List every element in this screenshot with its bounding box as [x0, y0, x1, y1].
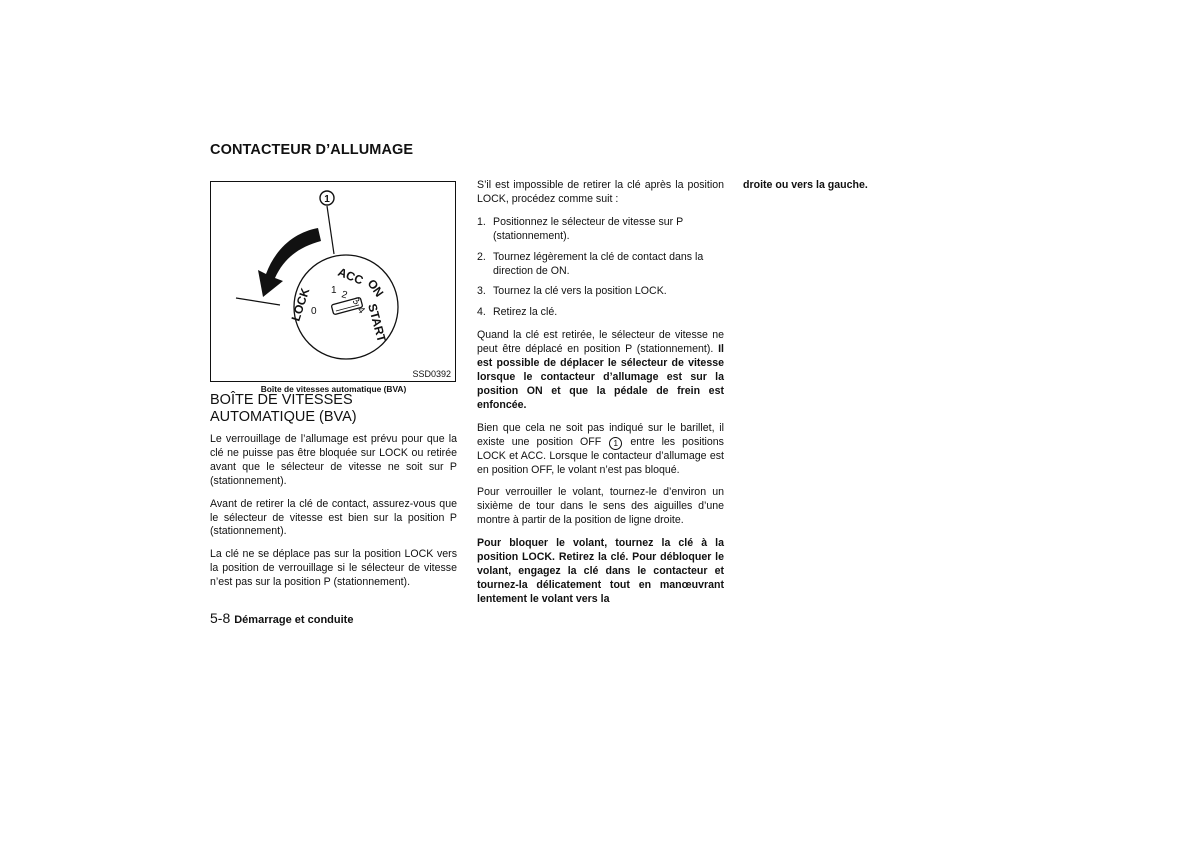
label-four: 4	[354, 304, 367, 317]
off-position-marker: 1	[609, 437, 622, 450]
paragraph: Avant de retirer la clé de contact, assurez-vous que le sélecteur de vitesse est bien sur la position P (stationnement).	[210, 497, 457, 538]
callout-number: 1	[324, 194, 330, 205]
callout-leader	[327, 206, 334, 254]
ignition-switch-figure	[210, 181, 456, 382]
section-heading	[210, 392, 460, 425]
column-1	[210, 433, 457, 599]
list-item: 4. Retirez la clé.	[477, 306, 558, 319]
paragraph: La clé ne se déplace pas sur la position LOCK vers la position de verrouillage si le sélecteur de vitesse n’est pas sur la position P (stationnement).	[210, 548, 457, 589]
paragraph: Pour bloquer le volant, tournez la clé à la position LOCK. Retirez la clé. Pour débloquer le volant, engagez la clé dans le contacteur et tournez-la délicatement tout en manœuvrant lentement le volant vers la	[477, 537, 724, 605]
column-2	[477, 179, 724, 616]
paragraph: Pour verrouiller le volant, tournez-le d’environ un sixième de tour dans le sens des aiguilles d’une montre à partir de la position de ligne droite.	[477, 486, 724, 527]
label-acc: ACC	[335, 264, 366, 288]
label-one: 1	[331, 285, 337, 296]
page-title: CONTACTEUR D’ALLUMAGE	[210, 142, 414, 158]
label-start: START	[365, 302, 389, 344]
label-three: 3	[350, 295, 362, 308]
figure-code: SSD0392	[412, 369, 451, 379]
paragraph: Le verrouillage de l’allumage est prévu pour que la clé ne puisse pas être bloquée sur LOCK ou retirée avant que le sélecteur de vitesse ne soit sur P (stationnement).	[210, 433, 457, 487]
off-leader	[236, 298, 280, 305]
section-name: Démarrage et conduite	[234, 614, 354, 626]
paragraph: Quand la clé est retirée, le sélecteur de vitesse ne peut être déplacé en position P (stationnement). Il est possible de déplacer le sélecteur de vitesse lorsque le contacteur d’allumage est sur la position ON et que la pédale de frein est enfoncée.	[477, 329, 724, 411]
list-item: 1. Positionnez le sélecteur de vitesse sur P (stationnement).	[477, 215, 684, 242]
steps-list	[477, 216, 724, 320]
rotation-arrow	[258, 228, 321, 297]
section-heading-line1: BOÎTE DE VITESSES	[210, 392, 353, 408]
label-two: 2	[340, 289, 349, 302]
page-footer	[210, 610, 353, 626]
ignition-switch-diagram	[211, 182, 455, 381]
label-lock: LOCK	[288, 286, 313, 323]
list-item: 3. Tournez la clé vers la position LOCK.	[477, 285, 667, 298]
figure-caption: Boîte de vitesses automatique (BVA)	[260, 384, 407, 394]
label-on: ON	[364, 276, 387, 300]
paragraph: Bien que cela ne soit pas indiqué sur le barillet, il existe une position OFF 1 entre les positions LOCK et ACC. Lorsque le contacteur d’allumage est en position OFF, le volant n’est pas bloqué.	[477, 421, 724, 476]
column-3: droite ou vers la gauche.	[743, 179, 868, 191]
section-heading-line2: AUTOMATIQUE (BVA)	[210, 408, 357, 425]
list-item: 2. Tournez légèrement la clé de contact dans la direction de ON.	[477, 250, 704, 277]
label-zero: 0	[311, 306, 317, 317]
page-number: 5-8	[210, 610, 231, 626]
paragraph: S’il est impossible de retirer la clé après la position LOCK, procédez comme suit :	[477, 179, 724, 205]
